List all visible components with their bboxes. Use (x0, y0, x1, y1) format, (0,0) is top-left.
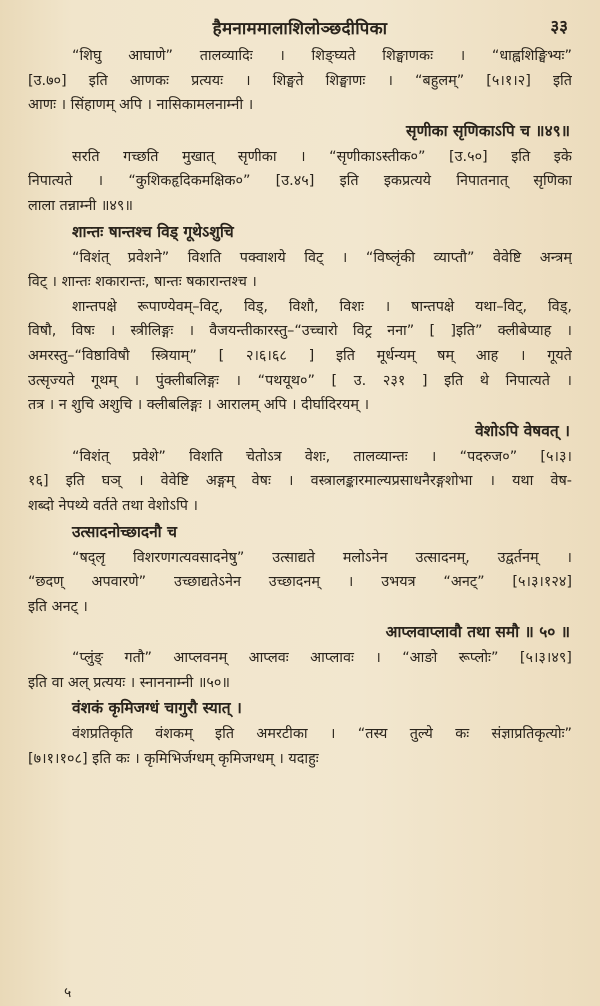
verse-heading: सृणीका सृणिकाऽपि च ॥४९॥ (405, 121, 570, 140)
text-line: “षद्लृ विशरणगत्यवसादनेषु” उत्साद्यते मलोऽनेन उत्सादनम्, उद्वर्तनम् । (72, 549, 572, 566)
text-line: उत्सृज्यते गूथम् । पुंक्लीबलिङ्गः । “पथयूथ०” [ उ. २३१ ] इति थे निपात्यते । (28, 372, 572, 389)
verse-heading: शान्तः षान्तश्च विड् गूथेऽशुचि (72, 222, 234, 241)
text-line: लाला तन्नाम्नी ॥४९॥ (28, 197, 134, 214)
text-line: [उ.७०] इति आणकः प्रत्ययः । शिङ्घते शिङ्घाणः । “बहुलम्” [५।१।२] इति (28, 72, 572, 89)
text-line: आणः । सिंहाणम् अपि । नासिकामलनाम्नी । (28, 97, 254, 114)
text-line: निपात्यते । “कुशिकहृदिकमक्षिक०” [उ.४५] इति इकप्रत्यये निपातनात् सृणिका (28, 173, 572, 190)
text-line: अमरस्तु–“विष्ठाविषौ स्त्रियाम्” [ २।६।६८ ] इति मूर्धन्यम् षम् आह । गूयते (28, 347, 572, 364)
text-line: इति अनट् । (28, 598, 88, 615)
page-body (28, 44, 572, 772)
text-line: “प्लुंङ् गतौ” आप्लवनम् आप्लवः आप्लावः । “आङो रूप्लोः” [५।३।४९] (72, 650, 572, 667)
page-number: ३३ (550, 17, 568, 37)
text-line: “विशंत् प्रवेशे” विशति चेतोऽत्र वेशः, तालव्यान्तः । “पदरुज०” [५।३। (72, 448, 572, 465)
text-line: विषौ, विषः । स्त्रीलिङ्गः । वैजयन्तीकारस्तु–“उच्चारो विट्र नना” [ ]इति” क्लीबेप्याह । (28, 323, 572, 340)
text-line: विट् । शान्तः शकारान्तः, षान्तः षकारान्तश्च । (28, 274, 257, 291)
text-line: “छदण् अपवारणे” उच्छाद्यतेऽनेन उच्छादनम् । उभयत्र “अनट्” [५।३।१२४] (28, 574, 572, 591)
text-line: शब्दो नेपथ्ये वर्तते तथा वेशोऽपि । (28, 497, 199, 514)
text-line: “विशंत् प्रवेशने” विशति पक्वाशये विट् । “विष्लृंकी व्याप्तौ” वेवेष्टि अन्त्रम् (72, 249, 572, 266)
verse-heading: आप्लवाप्लावौ तथा समौ ॥ ५० ॥ (385, 623, 570, 642)
text-line: सरति गच्छति मुखात् सृणीका । “सृणीकाऽस्तीक०” [उ.५०] इति इके (72, 148, 572, 165)
text-line: १६] इति घञ् । वेवेष्टि अङ्गम् वेषः । वस्त्रालङ्कारमाल्यप्रसाधनैरङ्गशोभा । यथा वेष- (28, 473, 572, 490)
text-line: इति वा अल् प्रत्ययः । स्नाननाम्नी ॥५०॥ (28, 674, 231, 691)
text-line: “शिघु आघाणे” तालव्यादिः । शिङ्घ्यते शिङ्घाणकः । “धाह्वशिङ्घिभ्यः” (72, 48, 572, 64)
page-header (28, 10, 572, 44)
signature-mark: ५ (64, 985, 72, 1001)
verse-heading: वेशोऽपि वेषवत् । (475, 421, 570, 440)
verse-heading: वंशकं कृमिजग्धं चागुरौ स्यात् । (72, 699, 242, 718)
text-line: शान्तपक्षे रूपाण्येवम्–विट्, विड्, विशौ, विशः । षान्तपक्षे यथा–विट्, विड्, (72, 298, 572, 315)
text-line: वंशप्रतिकृति वंशकम् इति अमरटीका । “तस्य तुल्ये कः संज्ञाप्रतिकृत्योः” (72, 726, 572, 743)
text-line: [७।१।१०८] इति कः । कृमिभिर्जग्धम् कृमिजग्धम् । यदाहुः (28, 751, 319, 768)
running-head: हैमनाममालाशिलोञ्छदीपिका (212, 18, 388, 39)
text-line: तत्र । न शुचि अशुचि । क्लीबलिङ्गः । आरालम् अपि । दीर्घादिरयम् । (28, 397, 370, 414)
verse-heading: उत्सादनोच्छादनौ च (72, 522, 177, 541)
